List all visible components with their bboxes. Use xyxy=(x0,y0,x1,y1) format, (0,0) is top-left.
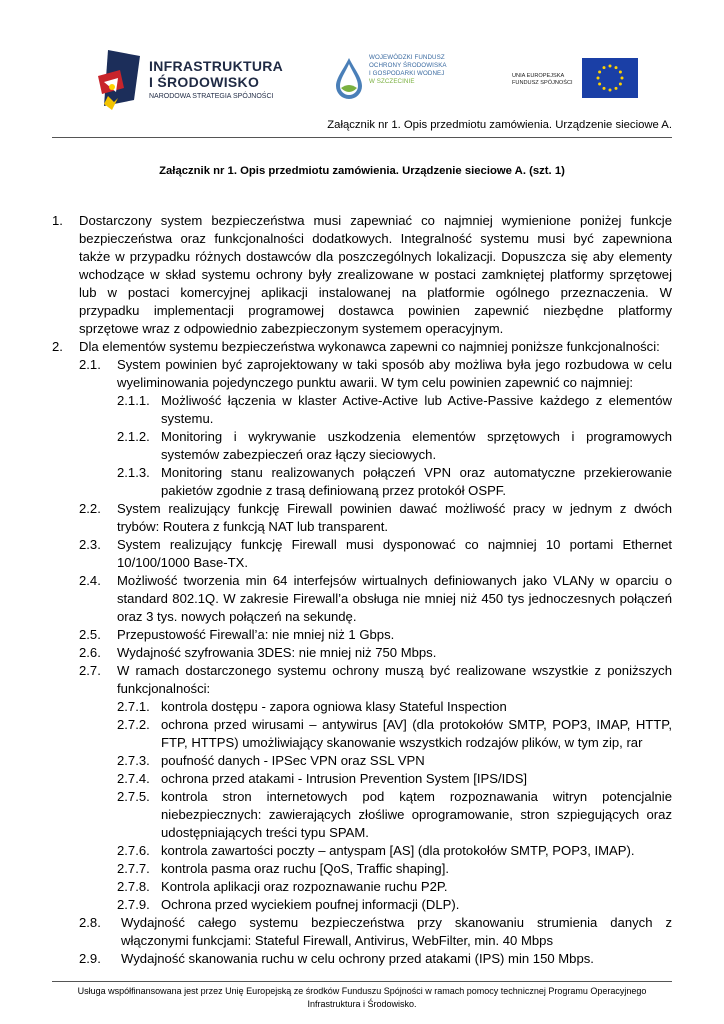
header-note: Załącznik nr 1. Opis przedmiotu zamówienia. Urządzenie sieciowe A. xyxy=(327,119,672,131)
item-1-line: przypadku implementacji programowej dostawca powinien zapewnić niezbędne platformy xyxy=(79,303,672,318)
item-number: 2.9. xyxy=(79,951,101,966)
eu-star-icon xyxy=(615,66,618,69)
item-2-1-2-line: Monitoring i wykrywanie uszkodzenia elementów sprzętowych i programowych xyxy=(161,429,672,444)
wfos-logo xyxy=(333,52,463,108)
item-number: 2.1. xyxy=(79,357,101,372)
item-number: 2.6. xyxy=(79,645,101,660)
eu-line2: FUNDUSZ SPÓJNOŚCI xyxy=(512,80,573,86)
item-number: 2.7.5. xyxy=(117,789,150,804)
item-2-7-5-line: kontrola stron internetowych pod kątem rozpoznawania witryn potencjalnie xyxy=(161,789,672,804)
eu-flag-icon xyxy=(582,58,638,98)
item-2-3-line: System realizujący funkcję Firewall musi dysponować co najmniej 10 portami Ethernet xyxy=(117,537,672,552)
item-number: 2.7.7. xyxy=(117,861,150,876)
item-number: 1. xyxy=(52,213,63,228)
item-2-1-3-line: pakietów zgodnie z trasą definiowaną przez protokół OSPF. xyxy=(161,483,506,498)
item-2-7-2-line: ochrona przed wirusami – antywirus [AV] (dla protokołów SMTP, POP3, IMAP, HTTP, xyxy=(161,717,672,732)
item-2-7-6-line: kontrola zawartości poczty – antyspam [AS] (dla protokołów SMTP, POP3, IMAP). xyxy=(161,843,635,858)
item-number: 2.7.4. xyxy=(117,771,150,786)
item-1-line: Dostarczony system bezpieczeństwa musi zapewniać co najmniej wymienione poniżej funkcje xyxy=(79,213,672,228)
logo-left-line3: NARODOWA STRATEGIA SPÓJNOŚCI xyxy=(149,93,274,100)
item-2-7-line: funkcjonalności: xyxy=(117,681,211,696)
eu-star-icon xyxy=(609,65,612,68)
eu-star-icon xyxy=(609,89,612,92)
header-divider xyxy=(52,137,672,138)
item-number: 2. xyxy=(52,339,63,354)
item-2-4-line: standard 802.1Q. W zakresie Firewall’a obsługa nie mniej niż 450 tys jednoczesnych połączeń xyxy=(117,591,672,606)
eu-logo xyxy=(512,58,638,102)
eu-star-icon xyxy=(619,71,622,74)
item-2-7-7-line: kontrola pasma oraz ruchu [QoS, Traffic shaping]. xyxy=(161,861,449,876)
eu-line1: UNIA EUROPEJSKA xyxy=(512,73,565,79)
item-1-line: sprzętowe wraz z odpowiednio zabezpieczonym systemem operacyjnym. xyxy=(79,321,504,336)
item-1-line: wchodzące w skład systemu ochrony były zrealizowane w postaci zamkniętej platformy sprzętowej xyxy=(79,267,672,282)
wfos-line2: OCHRONY ŚRODOWISKA xyxy=(369,62,447,69)
item-number: 2.1.2. xyxy=(117,429,150,444)
item-number: 2.7.2. xyxy=(117,717,150,732)
wfos-line4: W SZCZECINIE xyxy=(369,78,415,85)
item-2-8-line: włączonymi funkcjami: Stateful Firewall, Antivirus, WebFilter, min. 40 Mbps xyxy=(121,933,553,948)
item-number: 2.1.3. xyxy=(117,465,150,480)
logo-left-line2: I ŚRODOWISKO xyxy=(149,74,260,90)
item-2-7-9-line: Ochrona przed wyciekiem poufnej informacji (DLP). xyxy=(161,897,460,912)
eu-star-icon xyxy=(603,66,606,69)
footer xyxy=(52,985,672,1011)
item-2-1-3-line: Monitoring stanu realizowanych połączeń VPN oraz automatyczne przekierowanie xyxy=(161,465,672,480)
footer-line: Infrastruktura i Środowisko. xyxy=(307,999,417,1009)
item-number: 2.7.3. xyxy=(117,753,150,768)
item-2-1-line: wyeliminowania pojedynczego punktu awarii. W tym celu powinien zapewnić co najmniej: xyxy=(117,375,634,390)
item-number: 2.7.6. xyxy=(117,843,150,858)
item-2-1-1-line: systemu. xyxy=(161,411,214,426)
item-2-7-5-line: niebezpiecznych: zawierających złośliwe oprogramowanie, stron szpiegujących oraz xyxy=(161,807,672,822)
item-number: 2.7.1. xyxy=(117,699,150,714)
water-drop-logo-icon xyxy=(333,56,365,102)
item-2-4-line: oraz 3 tys. nowych połączeń na sekundę. xyxy=(117,609,357,624)
item-2-7-5-line: udostępniających treści typu SPAM. xyxy=(161,825,369,840)
item-2-1-line: System powinien być zaprojektowany w taki sposób aby możliwa była jego rozbudowa w celu xyxy=(117,357,672,372)
item-2-1-1-line: Możliwość łączenia w klaster Active-Active lub Active-Passive każdego z elementów xyxy=(161,393,672,408)
eu-star-icon xyxy=(597,77,600,80)
item-number: 2.2. xyxy=(79,501,101,516)
item-2-line: Dla elementów systemu bezpieczeństwa wykonawca zapewni co najmniej poniższe funkcjonalności: xyxy=(79,339,660,354)
wfos-line3: I GOSPODARKI WODNEJ xyxy=(369,70,445,77)
item-number: 2.8. xyxy=(79,915,101,930)
item-number: 2.1.1. xyxy=(117,393,150,408)
item-1-line: bezpieczeństwa oraz funkcjonalności dodatkowych. Integralność systemu musi być zapewniona xyxy=(79,231,672,246)
logo-left-line1: INFRASTRUKTURA xyxy=(149,58,284,74)
eu-star-icon xyxy=(621,77,624,80)
item-2-5-line: Przepustowość Firewall’a: nie mniej niż 1 Gbps. xyxy=(117,627,395,642)
item-number: 2.3. xyxy=(79,537,101,552)
item-2-2-line: trybów: Routera z funkcją NAT lub transparent. xyxy=(117,519,388,534)
item-2-7-3-line: poufność danych - IPSec VPN oraz SSL VPN xyxy=(161,753,425,768)
item-1-line: także w przypadku różnych dostawców dla poszczególnych lokalizacji. Dopuszcza się aby elementy xyxy=(79,249,672,264)
item-2-9-line: Wydajność skanowania ruchu w celu ochrony przed atakami (IPS) min 150 Mbps. xyxy=(121,951,594,966)
item-2-1-2-line: systemów zabezpieczeń oraz łączy sieciowych. xyxy=(161,447,437,462)
infrastruktura-logo xyxy=(94,48,290,112)
footer-divider xyxy=(52,981,672,982)
item-2-7-2-line: FTP, HTTPS) umożliwiający skanowanie wszystkich rodzajów plików, w tym zip, rar xyxy=(161,735,643,750)
item-2-3-line: 10/100/1000 Base-TX. xyxy=(117,555,249,570)
item-number: 2.7. xyxy=(79,663,101,678)
item-2-2-line: System realizujący funkcję Firewall powinien dawać możliwość pracy w jednym z dwóch xyxy=(117,501,672,516)
eu-star-icon xyxy=(598,71,601,74)
item-number: 2.7.8. xyxy=(117,879,150,894)
eu-star-icon xyxy=(615,87,618,90)
item-2-7-line: W ramach dostarczonego systemu ochrony muszą być realizowane wszystkie z poniższych xyxy=(117,663,672,678)
item-2-7-4-line: ochrona przed atakami - Intrusion Prevention System [IPS/IDS] xyxy=(161,771,528,786)
eu-star-icon xyxy=(603,87,606,90)
item-number: 2.5. xyxy=(79,627,101,642)
wfos-line1: WOJEWÓDZKI FUNDUSZ xyxy=(369,54,445,61)
item-1-line: lub w postaci komercyjnej aplikacji instalowanej na platformie ogólnego przeznaczenia. W xyxy=(79,285,672,300)
document-title: Załącznik nr 1. Opis przedmiotu zamówienia. Urządzenie sieciowe A. (szt. 1) xyxy=(159,165,565,177)
item-2-8-line: Wydajność całego systemu bezpieczeństwa przy skanowaniu strumienia danych z xyxy=(121,915,672,930)
item-2-6-line: Wydajność szyfrowania 3DES: nie mniej niż 750 Mbps. xyxy=(117,645,437,660)
footer-line: Usługa współfinansowana jest przez Unię Europejską ze środków Funduszu Spójności w ramach pomocy technicznej Programu Operacyjnego xyxy=(77,986,647,996)
eu-star-icon xyxy=(598,83,601,86)
item-2-7-1-line: kontrola dostępu - zapora ogniowa klasy Stateful Inspection xyxy=(161,699,507,714)
nss-flag-logo-icon xyxy=(94,48,144,110)
item-2-4-line: Możliwość tworzenia min 64 interfejsów wirtualnych definiowanych jako VLANy w oparciu o xyxy=(117,573,672,588)
eu-star-icon xyxy=(619,83,622,86)
item-2-7-8-line: Kontrola aplikacji oraz rozpoznawanie ruchu P2P. xyxy=(161,879,448,894)
item-number: 2.7.9. xyxy=(117,897,150,912)
item-number: 2.4. xyxy=(79,573,101,588)
